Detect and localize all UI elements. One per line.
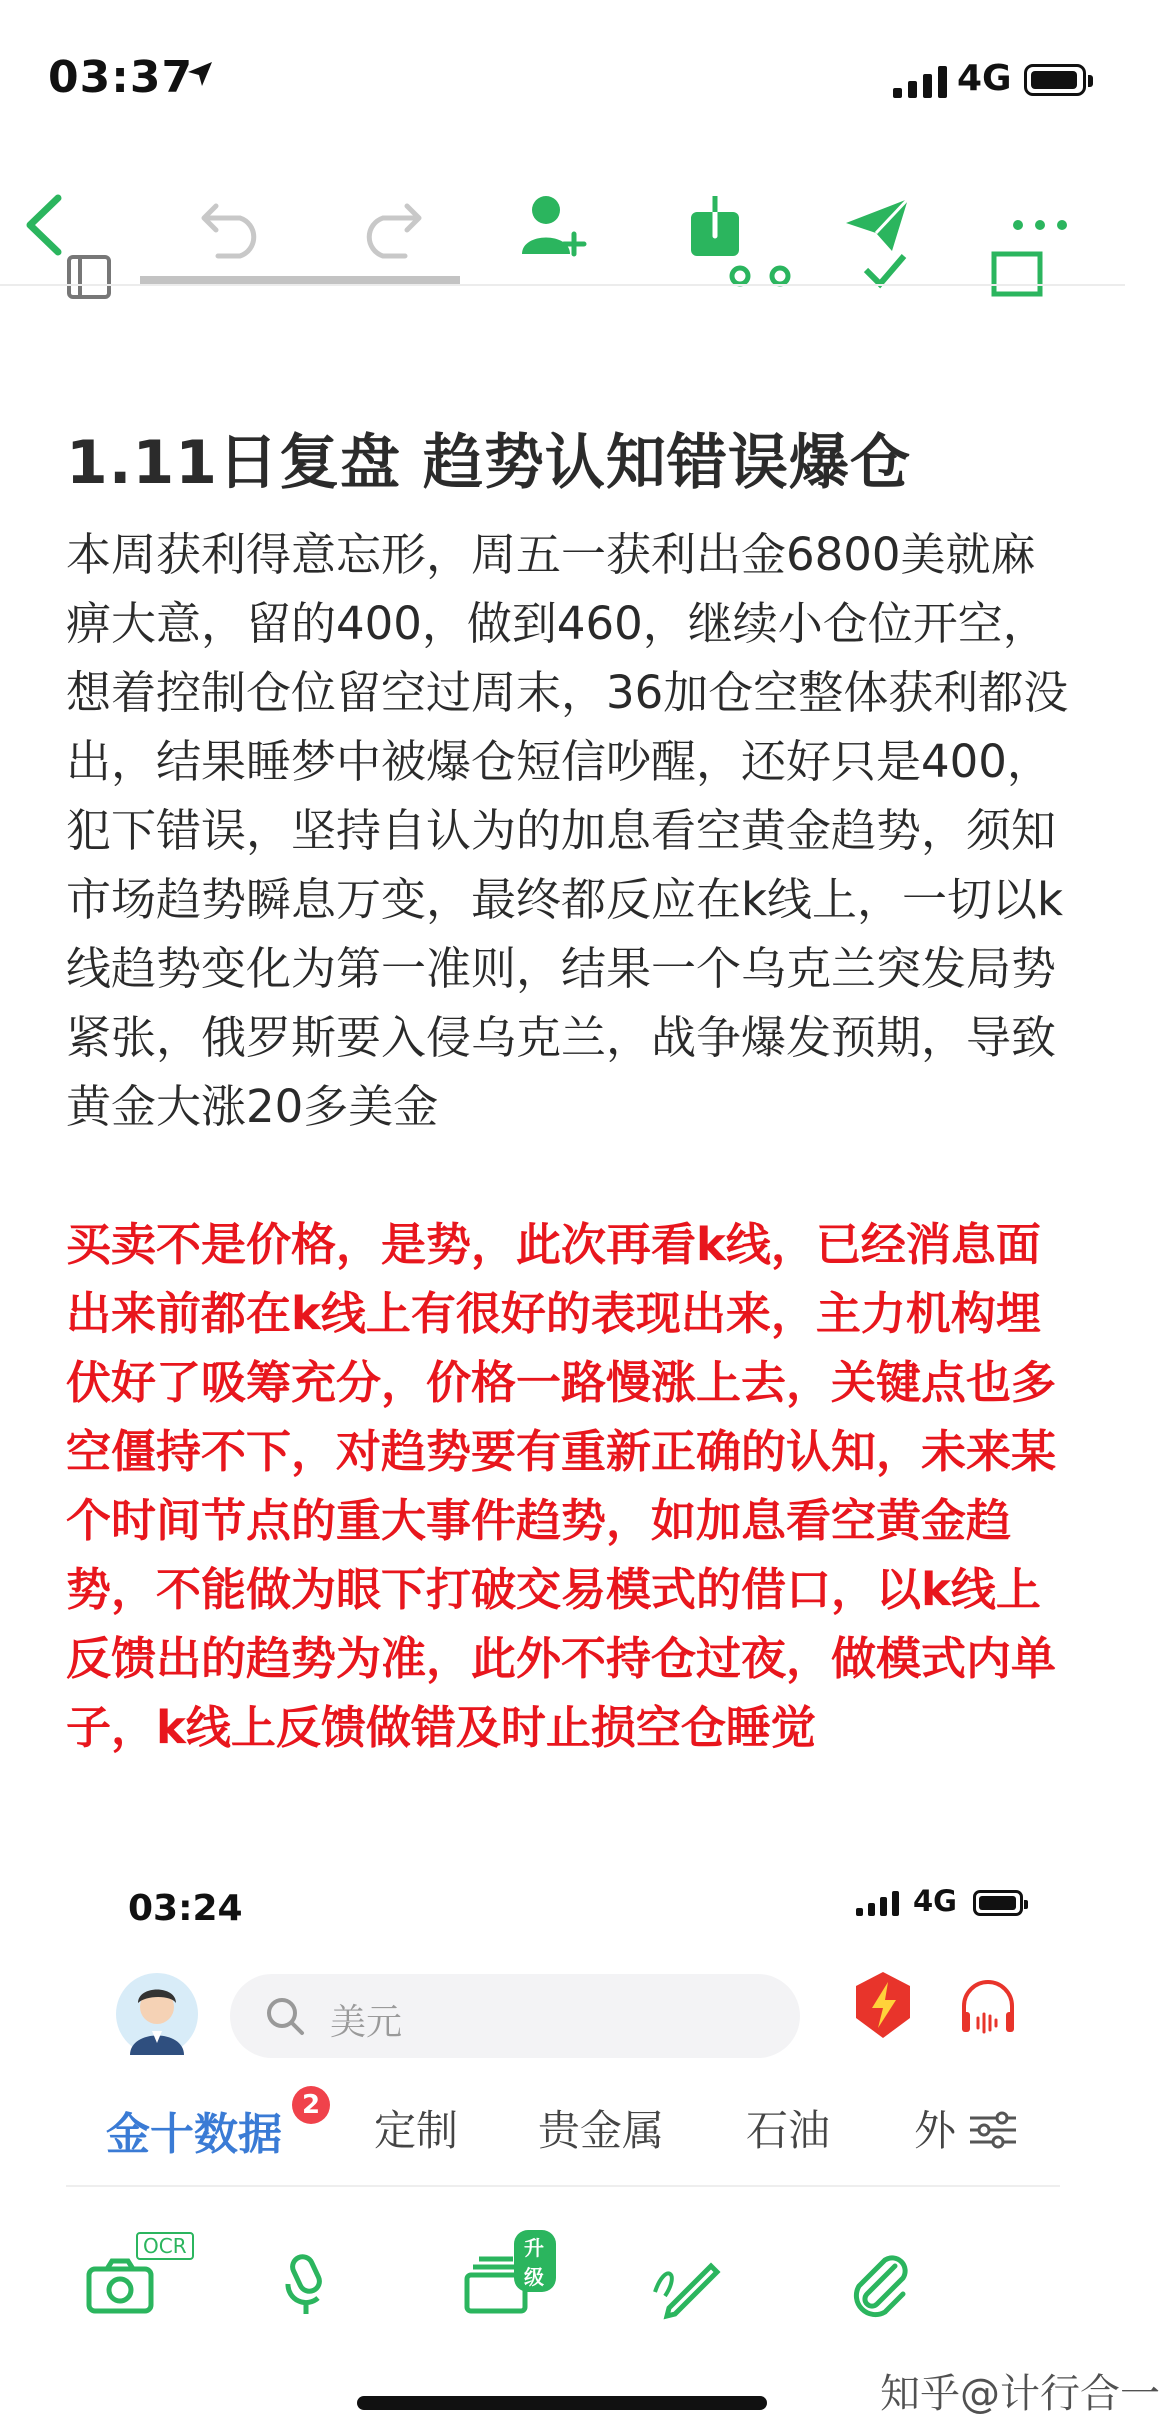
notebook-icon [66,254,112,300]
cellular-signal-icon [893,64,947,98]
watermark: 知乎@计行合一 [880,2371,1160,2417]
embedded-network-type: 4G [913,1884,957,1918]
network-type: 4G [957,58,1012,99]
tab-custom[interactable]: 定制 [374,2106,459,2155]
user-avatar-icon [116,1973,198,2055]
send-icon [842,195,912,255]
handwriting-icon [651,2252,721,2318]
ocr-tag: OCR [136,2232,194,2260]
embedded-screenshot[interactable] [66,1840,1060,2400]
embedded-battery-icon [973,1890,1023,1916]
note-insert-toolbar [66,2200,1060,2360]
tab-forex-cut[interactable]: 外 [914,2106,957,2155]
connect-icon [730,250,790,300]
flash-badge-icon[interactable] [852,1970,914,2040]
note-highlight[interactable]: 买卖不是价格，是势，此次再看k线，已经消息面出来前都在k线上有很好的表现出来，主力机构埋伏好了吸筹充分，价格一路慢涨上去，关键点也多空僵持不下，对趋势要有重新正确的认知，未来某个时间节点的重大事件趋势，如加息看空黄金趋势，不能做为眼下打破交易模式的借口，以k线上反馈出的趋势为准，此外不持仓过夜，做模式内单子，k线上反馈做错及时止损空仓睡觉 [66,1218,1057,1754]
home-indicator[interactable] [357,2396,767,2410]
embedded-status-time: 03:24 [128,1888,243,1929]
note-body[interactable]: 本周获利得意忘形，周五一获利出金6800美就麻痹大意，留的400，做到460，继续小仓位开空，想着控制仓位留空过周末，36加仓空整体获利都没出，结果睡梦中被爆仓短信吵醒，还好只是400，犯下错误，坚持自认为的加息看空黄金趋势，须知市场趋势瞬息万变，最终都反应在k线上，一切以k线趋势变化为第一准则，结果一个乌克兰突发局势紧张，俄罗斯要入侵乌克兰，战争爆发预期，导致黄金大涨20多美金 [66,528,1069,1133]
search-placeholder: 美元 [330,2002,403,2043]
location-arrow-icon [186,60,214,88]
back-icon [20,192,70,258]
attachment-button[interactable] [821,2230,941,2340]
undo-icon [198,192,268,258]
toolbar-divider [0,284,1125,286]
embedded-signal-icon [856,1890,899,1916]
paperclip-icon [851,2252,911,2318]
check-icon [860,250,910,300]
more-icon [1010,218,1070,232]
voice-button[interactable] [246,2230,366,2340]
category-tabs [66,2080,1060,2180]
note-title[interactable]: 1.11日复盘 趋势认知错误爆仓 [66,428,911,498]
embedded-divider [66,2185,1060,2187]
tab-badge: 2 [292,2086,330,2124]
camera-icon [85,2255,155,2315]
status-time: 03:37 [48,52,194,103]
upgrade-badge: 升级 [514,2230,556,2292]
filter-settings-icon[interactable] [968,2110,1018,2150]
tab-jin10[interactable]: 金十数据 [106,2109,282,2160]
search-icon [264,1995,306,2037]
search-input[interactable] [230,1974,800,2058]
audio-headphone-icon[interactable] [956,1976,1020,2038]
tab-precious-metals[interactable]: 贵金属 [538,2106,665,2155]
add-tag-icon [990,250,1050,300]
battery-icon [1024,64,1086,96]
scrolled-info-row [0,250,1125,300]
tab-oil[interactable]: 石油 [746,2106,831,2155]
avatar[interactable] [116,1973,198,2055]
voice-icon [278,2252,334,2318]
cards-upgrade-button[interactable] [436,2230,556,2340]
handwriting-button[interactable] [626,2230,746,2340]
redo-icon [355,192,425,258]
camera-ocr-button[interactable] [60,2230,187,2340]
